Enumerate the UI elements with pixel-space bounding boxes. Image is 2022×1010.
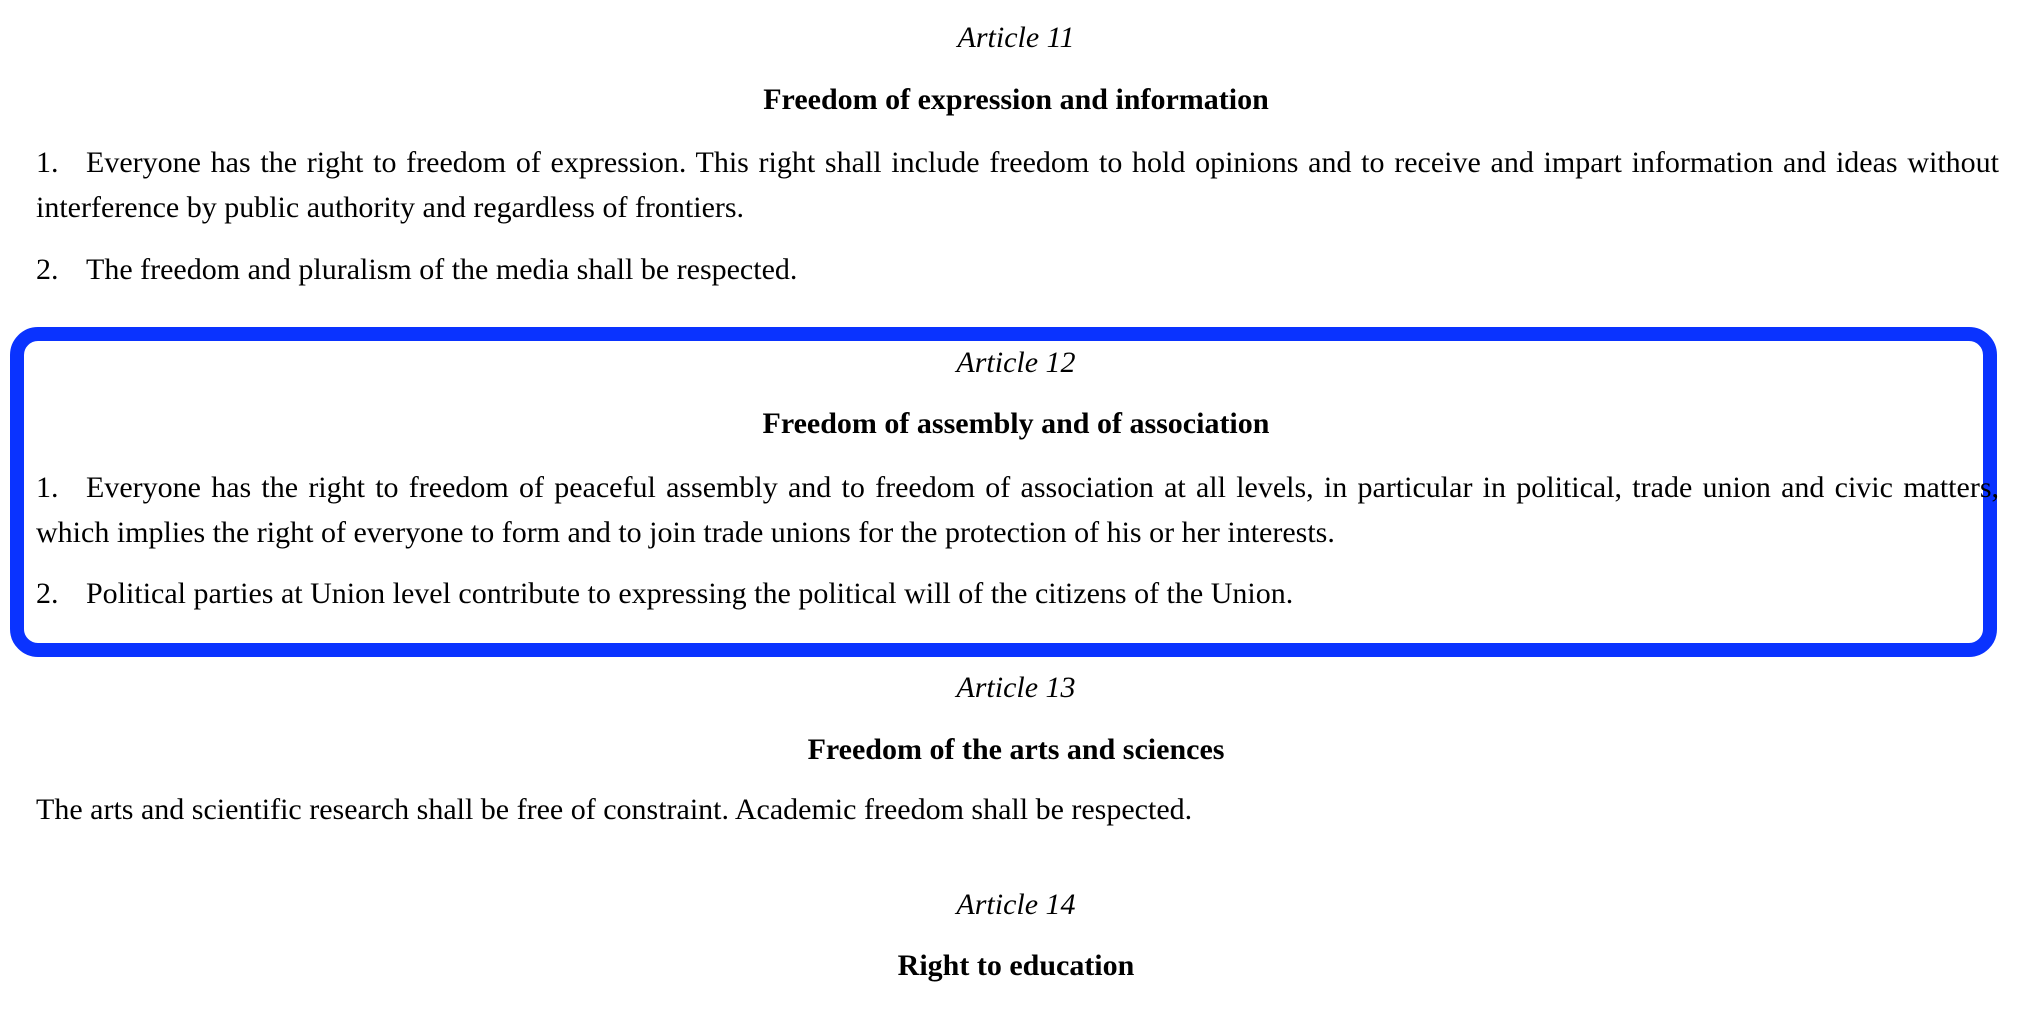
paragraph-text: Everyone has the right to freedom of expression. This right shall include freedom to hold opinions and to receive and impart information and ideas without interference by public authority and regardless of frontiers. — [36, 146, 1999, 224]
paragraph-number: 1. — [36, 146, 59, 179]
paragraph-number: 2. — [36, 577, 59, 610]
article-title: Freedom of expression and information — [763, 83, 1269, 116]
paragraph-number: 2. — [36, 253, 59, 286]
article-paragraph — [36, 574, 1999, 614]
article-paragraph — [36, 465, 1999, 555]
article-title: Freedom of the arts and sciences — [807, 733, 1225, 766]
paragraph-number: 1. — [36, 471, 59, 504]
article-paragraph — [36, 250, 1999, 290]
paragraph-text: Everyone has the right to freedom of peaceful assembly and to freedom of association at all levels, in particular in political, trade union and civic matters, which implies the right of everyone to form and to join trade unions for the protection of his or her interests. — [36, 471, 1999, 549]
article-number: Article 13 — [956, 671, 1076, 704]
paragraph-text: The arts and scientific research shall be free of constraint. Academic freedom shall be respected. — [36, 793, 1193, 826]
paragraph-text: Political parties at Union level contribute to expressing the political will of the citizens of the Union. — [86, 577, 1294, 610]
article-title: Right to education — [897, 949, 1135, 982]
article-number: Article 14 — [956, 888, 1076, 921]
article-paragraph — [36, 790, 1999, 830]
article-number: Article 12 — [956, 346, 1076, 379]
article-paragraph — [36, 140, 1999, 230]
article-number: Article 11 — [957, 21, 1075, 54]
article-title: Freedom of assembly and of association — [762, 407, 1270, 440]
paragraph-text: The freedom and pluralism of the media shall be respected. — [86, 253, 798, 286]
